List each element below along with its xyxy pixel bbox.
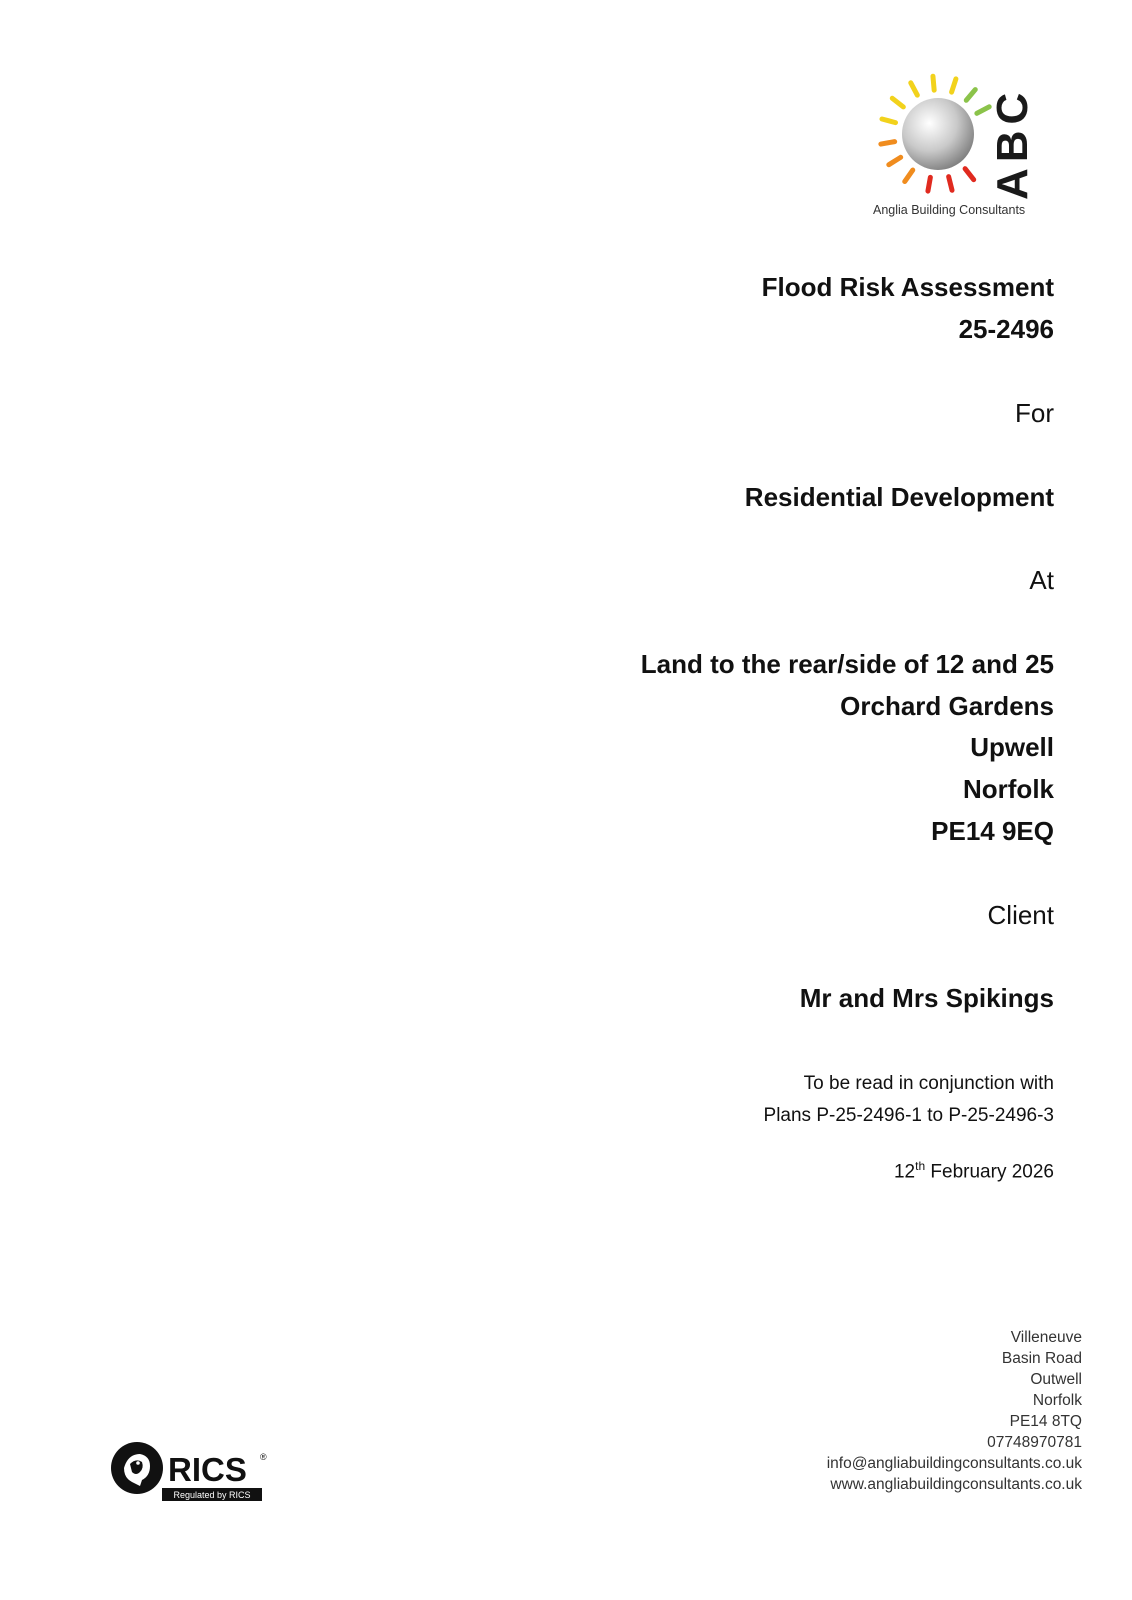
rics-logo	[110, 1438, 270, 1504]
sun-ray	[905, 170, 913, 181]
report-date	[894, 1150, 1054, 1188]
sphere-icon	[902, 98, 974, 170]
at-label: At	[1029, 565, 1054, 595]
website-address: www.angliabuildingconsultants.co.uk	[830, 1476, 1082, 1493]
sun-ray	[933, 76, 934, 90]
sun-ray	[892, 98, 903, 107]
rics-wordmark: RICS	[168, 1451, 247, 1488]
site-address-line: Land to the rear/side of 12 and 25	[640, 649, 1054, 679]
logo-caption: Anglia Building Consultants	[873, 203, 1026, 217]
for-label: For	[1015, 398, 1054, 428]
logo-letters: ABC	[988, 86, 1037, 200]
plans-note-line: To be read in conjunction with	[803, 1073, 1054, 1094]
rics-registered-mark: ®	[260, 1452, 267, 1462]
sun-ray	[889, 157, 901, 164]
sun-ray	[949, 177, 952, 191]
rics-badge-text: Regulated by RICS	[173, 1490, 251, 1500]
date-rest: February 2026	[925, 1161, 1054, 1183]
sun-ray	[965, 169, 974, 180]
date-day: 12	[893, 1161, 916, 1183]
sun-ray	[882, 119, 896, 123]
lion-head-icon	[111, 1442, 163, 1494]
site-address-line: Upwell	[970, 732, 1054, 762]
development-type: Residential Development	[744, 482, 1054, 512]
report-title: Flood Risk Assessment	[761, 272, 1054, 302]
sun-ray	[952, 79, 956, 92]
date-suffix: th	[915, 1159, 926, 1173]
sun-ray	[928, 177, 930, 191]
phone-number: 07748970781	[987, 1434, 1082, 1451]
address-line: Norfolk	[1032, 1392, 1082, 1409]
sun-ray	[881, 142, 895, 144]
client-name: Mr and Mrs Spikings	[799, 983, 1054, 1013]
address-line: Villeneuve	[1010, 1329, 1082, 1346]
address-line: Basin Road	[1001, 1350, 1082, 1367]
email-address: info@angliabuildingconsultants.co.uk	[826, 1455, 1082, 1472]
sun-ray	[911, 83, 918, 95]
sun-ray	[966, 90, 975, 101]
plans-note-line: Plans P-25-2496-1 to P-25-2496-3	[763, 1105, 1054, 1126]
address-line: PE14 8TQ	[1009, 1413, 1082, 1430]
company-logo	[876, 66, 1060, 226]
company-address	[827, 1327, 1082, 1495]
address-line: Outwell	[1030, 1371, 1082, 1388]
report-reference: 25-2496	[958, 314, 1054, 344]
client-label: Client	[987, 900, 1054, 930]
site-address-postcode: PE14 9EQ	[931, 816, 1054, 846]
site-address-line: Orchard Gardens	[840, 691, 1054, 721]
site-address-line: Norfolk	[963, 774, 1054, 804]
